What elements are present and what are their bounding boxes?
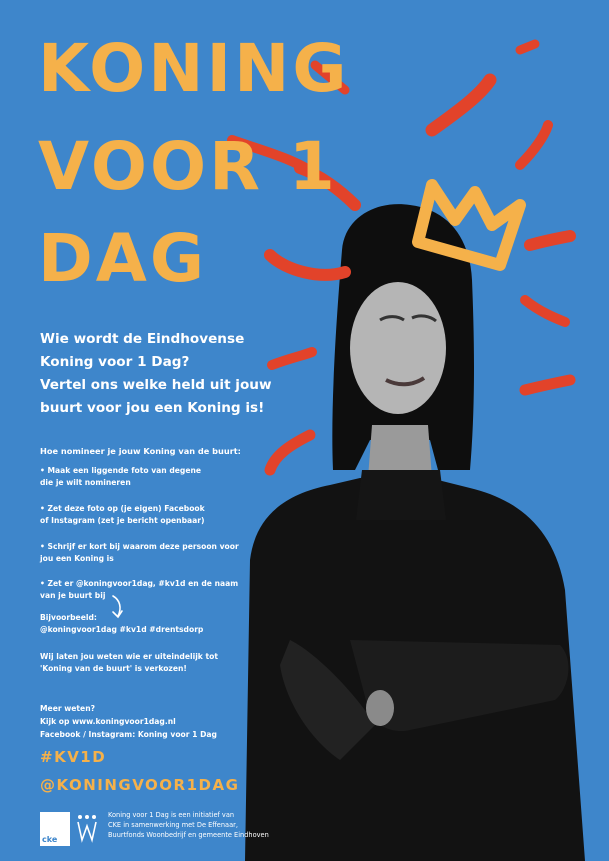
- social-text: Facebook / Instagram: Koning voor 1 Dag: [40, 730, 217, 739]
- intro-line: Wie wordt de Eindhovense: [40, 331, 245, 347]
- intro-text: [40, 328, 300, 420]
- title-line-2: VOOR 1: [38, 128, 338, 205]
- step-2: [40, 503, 260, 527]
- step-text: jou een Koning is: [40, 554, 114, 563]
- title-line-1: KONING: [38, 30, 350, 107]
- cke-logo-text: cke: [42, 835, 58, 844]
- result-line: 'Koning van de buurt' is verkozen!: [40, 664, 187, 673]
- cke-logo: [40, 812, 70, 846]
- example-block: [40, 612, 203, 636]
- website-link[interactable]: Kijk op www.koningvoor1dag.nl: [40, 717, 176, 726]
- more-info: [40, 702, 217, 741]
- intro-line: Vertel ons welke held uit jouw: [40, 377, 272, 393]
- hashtag: #KV1D: [40, 748, 107, 766]
- step-text: die je wilt nomineren: [40, 478, 131, 487]
- result-line: Wij laten jou weten wie er uiteindelijk tot: [40, 652, 218, 661]
- footer-text: [108, 810, 269, 840]
- woonbedrijf-logo: [76, 814, 98, 844]
- footer-logos: [40, 812, 96, 848]
- footer-line: Koning voor 1 Dag is een initiatief van: [108, 811, 235, 819]
- footer-line: CKE in samenwerking met De Effenaar,: [108, 821, 238, 829]
- step-1: [40, 465, 260, 489]
- intro-line: buurt voor jou een Koning is!: [40, 400, 265, 416]
- example-label: Bijvoorbeeld:: [40, 613, 97, 622]
- step-text: van je buurt bij: [40, 591, 106, 600]
- step-3: [40, 541, 260, 565]
- step-4: [40, 578, 260, 602]
- result-block: [40, 651, 218, 675]
- title-line-3: DAG: [38, 220, 208, 297]
- intro-line: Koning voor 1 Dag?: [40, 354, 190, 370]
- howto-title: Hoe nomineer je jouw Koning van de buurt:: [40, 446, 241, 456]
- step-text: • Maak een liggende foto van degene: [40, 466, 202, 475]
- step-text: of Instagram (zet je bericht openbaar): [40, 516, 205, 525]
- footer-line: Buurtfonds Woonbedrijf en gemeente Eindhoven: [108, 831, 269, 839]
- step-text: • Zet deze foto op (je eigen) Facebook: [40, 504, 205, 513]
- more-title: Meer weten?: [40, 704, 96, 713]
- step-text: • Schrijf er kort bij waarom deze persoon voor: [40, 542, 239, 551]
- handle: @KONINGVOOR1DAG: [40, 776, 240, 794]
- step-text: • Zet er @koningvoor1dag, #kv1d en de naam: [40, 579, 239, 588]
- example-text: @koningvoor1dag #kv1d #drentsdorp: [40, 625, 204, 634]
